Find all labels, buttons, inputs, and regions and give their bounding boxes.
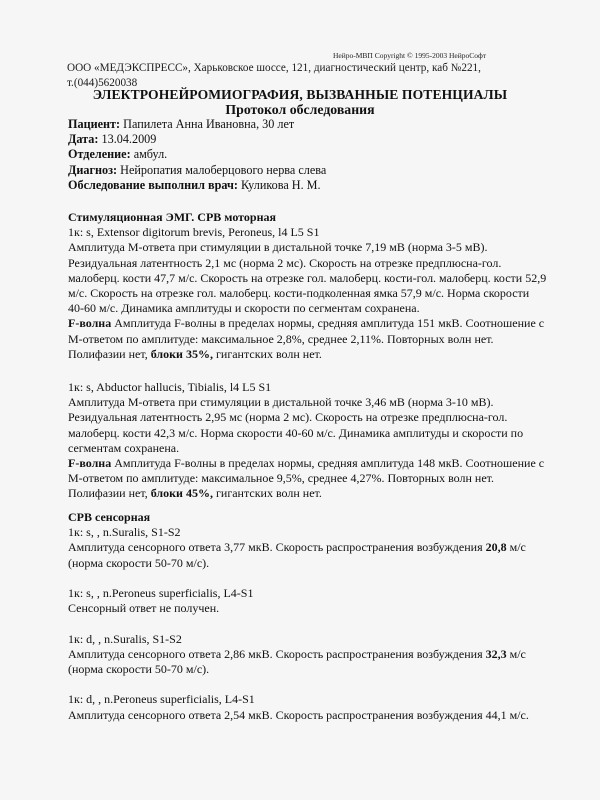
patient-row — [68, 117, 548, 132]
spacer — [68, 571, 548, 586]
fwave-tail-1: гигантских волн нет. — [212, 346, 322, 361]
sensory-norm-1: м/с (норма скорости 50-70 м/с). — [68, 540, 526, 570]
diagnosis-row — [68, 163, 548, 178]
department-value: амбул. — [130, 147, 168, 162]
sensory-channel-4: 1к: d, , n.Peroneus superficialis, L4-S1 — [68, 692, 255, 707]
diagnosis-label: Диагноз: — [68, 162, 118, 177]
sensory-heading: СРВ сенсорная — [68, 510, 151, 524]
motor-findings-1: Амплитуда М-ответа при стимуляции в дистальной точке 7,19 мВ (норма 3-5 мВ). Резидуальная латентность 2,1 мс (норма 2 мс). Скорость на отрезке предплюсна-гол. малоберц. кости 47,7 м/с. Скорость на отрезке гол. малоберц. кости-гол. малоберц. кости 52,9 м/с. Скорость на отрезке гол. малоберц. кости-подколенная ямка 57,9 м/с. Норма скорости 40-60 м/с. Динамика амплитуды и скорости по сегментам сохранена. — [68, 240, 547, 316]
fwave-label-1: F-волна — [68, 316, 112, 331]
sensory-text-3: Амплитуда сенсорного ответа 2,86 мкВ. Скорость распространения возбуждения — [68, 646, 486, 661]
fwave-findings-1 — [68, 316, 548, 362]
sensory-section — [68, 510, 548, 723]
org-line-2: т.(044)5620038 — [67, 76, 138, 89]
motor-findings-2: Амплитуда М-ответа при стимуляции в дистальной точке 3,46 мВ (норма 3-10 мВ). Резидуальная латентность 2,95 мс (норма 2 мс). Скорость на отрезке предплюсна-гол. малоберц. кости 42,3 м/с. Норма скорости 40-60 м/с. Динамика амплитуды и скорости по сегментам сохранена. — [68, 395, 524, 455]
sensory-text-1: Амплитуда сенсорного ответа 3,77 мкВ. Скорость распространения возбуждения — [68, 540, 486, 555]
fwave-text-2: Амплитуда F-волны в пределах нормы, средняя амплитуда 148 мкВ. Соотношение с М-ответом по амплитуде: максимальное 9,5%, среднее 4,27%. Повторных волн нет. Полифазии нет, — [68, 456, 545, 501]
diagnosis-value: Нейропатия малоберцового нерва слева — [117, 162, 327, 177]
sensory-findings-1 — [68, 540, 548, 570]
sensory-channel-2: 1к: s, , n.Peroneus superficialis, L4-S1 — [68, 586, 254, 600]
date-label: Дата: — [68, 132, 99, 147]
department-row — [68, 147, 548, 162]
sensory-channel-3: 1к: d, , n.Suralis, S1-S2 — [68, 631, 182, 646]
motor-channel-1: 1к: s, Extensor digitorum brevis, Peroneus, l4 L5 S1 — [68, 225, 320, 240]
organization-address — [67, 61, 547, 90]
sensory-speed-3: 32,3 — [485, 646, 507, 661]
sensory-speed-1: 20,8 — [485, 540, 507, 555]
fwave-tail-2: гигантских волн нет. — [212, 486, 322, 501]
document-subtitle: Протокол обследования — [225, 102, 375, 117]
sensory-norm-3: м/с (норма скорости 50-70 м/с). — [68, 646, 526, 676]
fwave-label-2: F-волна — [68, 456, 112, 471]
motor-section — [68, 210, 548, 362]
patient-label: Пациент: — [68, 117, 121, 131]
date-row — [68, 132, 548, 147]
sensory-findings-4: Амплитуда сенсорного ответа 2,54 мкВ. Скорость распространения возбуждения 44,1 м/с. — [68, 707, 529, 722]
motor-heading: Стимуляционная ЭМГ. СРВ моторная — [68, 210, 276, 224]
fwave-text-1: Амплитуда F-волны в пределах нормы, средняя амплитуда 151 мкВ. Соотношение с М-ответом по амплитуде: максимальное 2,8%, среднее 2,11%. Повторных волн нет. Полифазии нет, — [68, 316, 545, 361]
sensory-findings-2: Сенсорный ответ не получен. — [68, 601, 220, 616]
motor-section-2 — [68, 380, 548, 502]
blocks-value-2: блоки 45%, — [150, 486, 213, 501]
spacer — [68, 616, 548, 631]
doctor-row — [68, 178, 548, 193]
department-label: Отделение: — [68, 147, 131, 162]
date-value: 13.04.2009 — [98, 132, 157, 147]
spacer — [68, 677, 548, 692]
patient-info — [68, 117, 548, 193]
motor-channel-2: 1к: s, Abductor hallucis, Tibialis, l4 L5 S1 — [68, 380, 272, 394]
doctor-value: Куликова Н. М. — [237, 177, 321, 192]
document-title: ЭЛЕКТРОНЕЙРОМИОГРАФИЯ, ВЫЗВАННЫЕ ПОТЕНЦИАЛЫ — [92, 87, 508, 102]
sensory-findings-3 — [68, 647, 548, 677]
doctor-label: Обследование выполнил врач: — [68, 177, 238, 192]
fwave-findings-2 — [68, 456, 548, 502]
software-copyright: Нейро-МВП Copyright © 1995-2003 НейроСофт — [333, 51, 487, 60]
org-line-1: ООО «МЕДЭКСПРЕСС», Харьковское шоссе, 121, диагностический центр, каб №221, — [67, 62, 481, 74]
sensory-channel-1: 1к: s, , n.Suralis, S1-S2 — [68, 525, 181, 540]
blocks-value-1: блоки 35%, — [150, 346, 213, 361]
patient-value: Папилета Анна Ивановна, 30 лет — [120, 117, 295, 131]
